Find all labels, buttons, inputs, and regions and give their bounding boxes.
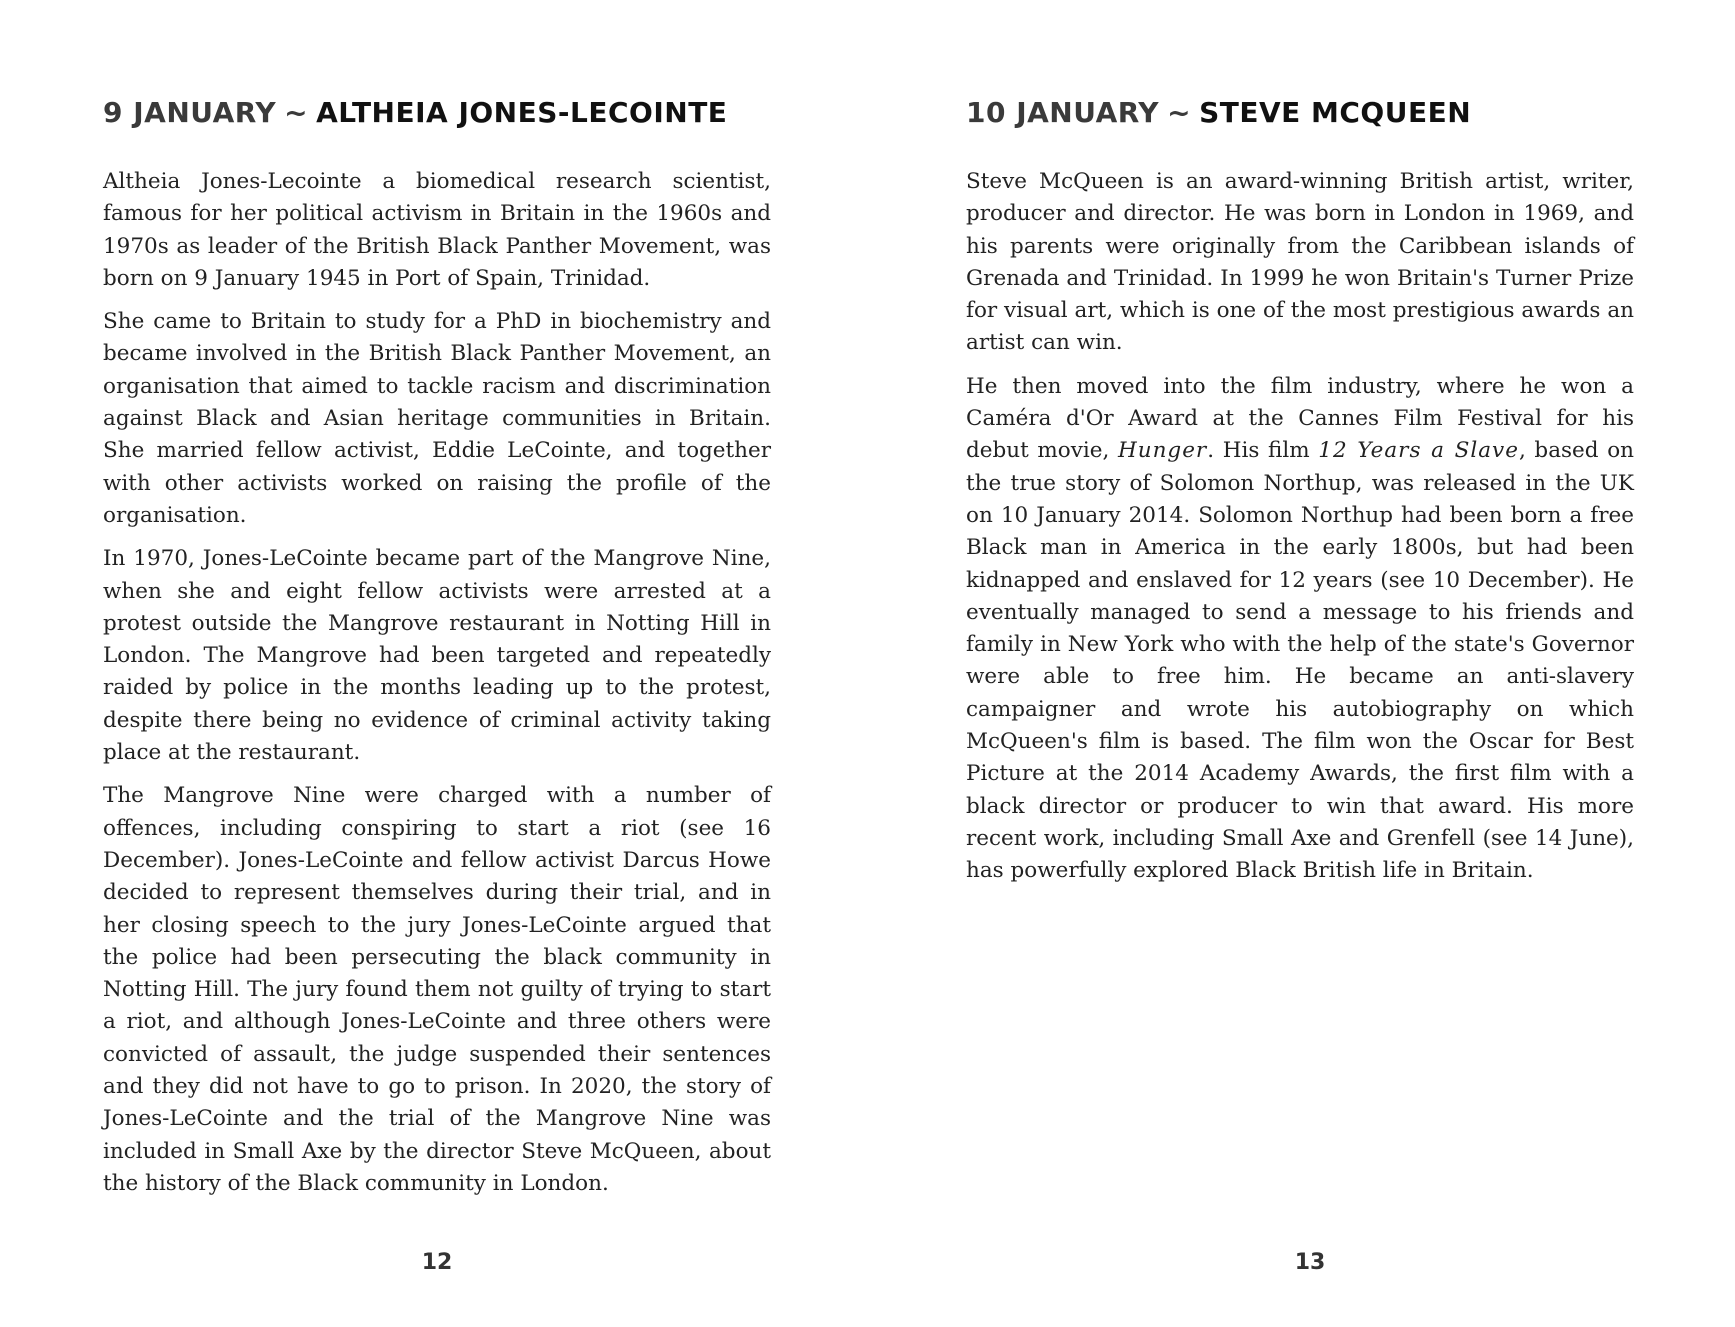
- paragraph: [966, 371, 1634, 888]
- film-title-hunger: Hunger: [1117, 438, 1208, 464]
- heading-separator-right: ~: [1167, 96, 1192, 129]
- entry-body-left: [103, 166, 771, 1211]
- entry-date-right: 10 JANUARY: [966, 96, 1160, 129]
- entry-name-right: STEVE MCQUEEN: [1199, 96, 1472, 129]
- film-title-12-years-a-slave: 12 Years a Slave: [1318, 438, 1519, 464]
- entry-date-left: 9 JANUARY: [103, 96, 277, 129]
- entry-body-right: [966, 166, 1634, 899]
- page-number-left: 12: [421, 1250, 453, 1275]
- entry-heading-right: [966, 96, 1471, 129]
- page-number-right: 13: [1294, 1250, 1326, 1275]
- paragraph: She came to Britain to study for a PhD in biochemistry and became involved in the British Black Panther Movement, an organisation that aimed to tackle racism and discrimination against Black and Asian heritage communities in Britain. She married fellow activist, Eddie LeCointe, and together with other activists worked on raising the profile of the organisation.: [103, 309, 771, 528]
- entry-heading-left: [103, 96, 727, 129]
- paragraph: Altheia Jones-Lecointe a biomedical research scientist, famous for her political activism in Britain in the 1960s and 1970s as leader of the British Black Panther Movement, was born on 9 January 1945 in Port of Spain, Trinidad.: [103, 169, 771, 291]
- entry-name-left: ALTHEIA JONES-LECOINTE: [316, 96, 728, 129]
- paragraph: The Mangrove Nine were charged with a number of offences, including conspiring to start a riot (see 16 December). Jones-LeCointe and fellow activist Darcus Howe decided to represent themselves during their trial, and in her closing speech to the jury Jones-LeCointe argued that the police had been persecuting the black community in Notting Hill. The jury found them not guilty of trying to start a riot, and although Jones-LeCointe and three others were convicted of assault, the judge suspended their sentences and they did not have to go to prison. In 2020, the story of Jones-LeCointe and the trial of the Mangrove Nine was included in Small Axe by the director Steve McQueen, about the history of the Black community in London.: [103, 783, 771, 1196]
- heading-separator-left: ~: [284, 96, 309, 129]
- text-run: , based on the true story of Solomon Northup, was released in the UK on 10 January 2014. Solomon Northup had been born a free Black man in America in the early 1800s, but had been kidnapped and enslaved for 12 years (see 10 December). He eventually managed to send a message to his friends and family in New York who with the help of the state's Governor were able to free him. He became an anti-slavery campaigner and wrote his autobiography on which McQueen's film is based. The film won the Oscar for Best Picture at the 2014 Academy Awards, the first film with a black director or producer to win that award. His more recent work, including Small Axe and Grenfell (see 14 June), has powerfully explored Black British life in Britain.: [966, 438, 1634, 884]
- text-run: . His film: [1207, 438, 1319, 464]
- paragraph: In 1970, Jones-LeCointe became part of the Mangrove Nine, when she and eight fellow activists were arrested at a protest outside the Mangrove restaurant in Notting Hill in London. The Mangrove had been targeted and repeatedly raided by police in the months leading up to the protest, despite there being no evidence of criminal activity taking place at the restaurant.: [103, 546, 771, 766]
- right-page: [868, 0, 1735, 1327]
- text-run: He then moved into the film industry, where he won a Caméra d'Or Award at the Cannes Film Festival for his debut movie,: [966, 373, 1634, 464]
- paragraph: Steve McQueen is an award-winning British artist, writer, producer and director. He was born in London in 1969, and his parents were originally from the Caribbean islands of Grenada and Trinidad. In 1999 he won Britain's Turner Prize for visual art, which is one of the most prestigious awards an artist can win.: [966, 169, 1634, 356]
